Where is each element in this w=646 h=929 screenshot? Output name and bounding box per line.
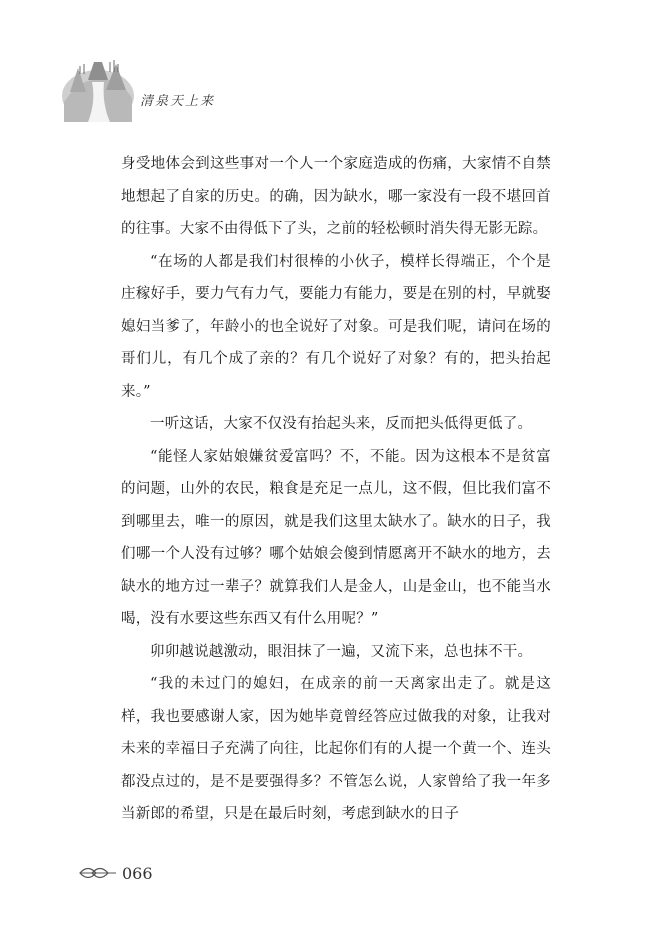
paragraph: “能怪人家姑娘嫌贫爱富吗？不，不能。因为这根本不是贫富的问题，山外的农民，粮食是充足一点儿，这不假，但比我们富不到哪里去，唯一的原因，就是我们这里太缺水了。缺水的日子，我们哪一个人没有过够？哪个姑娘会傻到情愿离开不缺水的地方，去缺水的地方过一辈子？就算我们人是金人，山是金山，也不能当水喝，没有水要这些东西又有什么用呢？” [121, 448, 551, 627]
landscape-illustration [58, 52, 138, 124]
book-title: 清泉天上来 [140, 94, 216, 109]
paragraph: 一听这话，大家不仅没有抬起头来，反而把头低得更低了。 [150, 416, 533, 432]
paragraph: “在场的人都是我们村很棒的小伙子，模样长得端正，个个是庄稼好手，要力气有力气，要能力有能力，要是在别的村，早就娶媳妇当爹了，年龄小的也全说好了对象。可是我们呢，请问在场的哥们儿，有几个成了亲的？有几个说好了对象？有的，把头抬起来。” [121, 253, 551, 400]
page-footer [78, 858, 153, 888]
body-text [121, 148, 551, 831]
paragraph: 身受地体会到这些事对一个人一个家庭造成的伤痛，大家情不自禁地想起了自家的历史。的确，因为缺水，哪一家没有一段不堪回首的往事。大家不由得低下了头，之前的轻松顿时消失得无影无踪。 [121, 156, 551, 237]
paragraph: “我的未过门的媳妇，在成亲的前一天离家出走了。就是这样，我也要感谢人家，因为她毕竟曾经答应过做我的对象，让我对未来的幸福日子充满了向往，比起你们有的人提一个黄一个、连头都没点过的，是不是要强得多？不管怎么说，人家曾给了我一年多当新郎的希望，只是在最后时刻，考虑到缺水的日子 [121, 676, 551, 822]
page-number: 066 [122, 863, 153, 883]
leaf-ornament-icon [78, 862, 118, 884]
paragraph: 卯卯越说越激动，眼泪抹了一遍，又流下来，总也抹不干。 [150, 643, 533, 660]
